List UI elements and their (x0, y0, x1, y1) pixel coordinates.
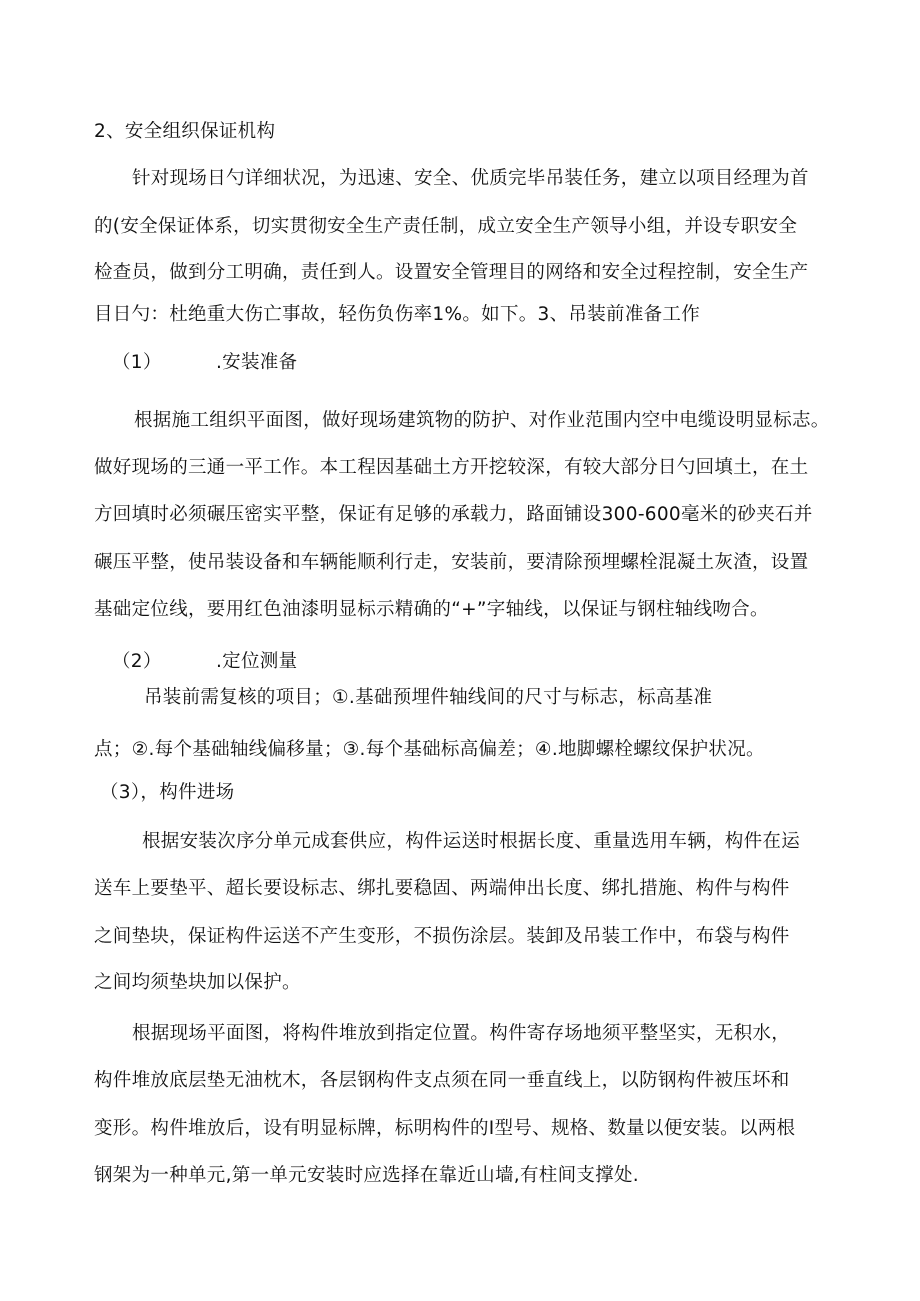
paragraph-line: 送车上要垫平、超长要设标志、绑扎要稳固、两端伸出长度、绑扎措施、构件与构件 (94, 878, 790, 899)
section-heading: 2、安全组织保证机构 (94, 121, 276, 142)
paragraph-line: 根据安装次序分单元成套供应，构件运送时根据长度、重量选用车辆，构件在运 (142, 831, 801, 852)
paragraph-line: 的(安全保证体系，切实贯彻安全生产责任制，成立安全生产领导小组，并设专职安全 (94, 216, 798, 237)
paragraph-line: 构件堆放底层垫无油枕木，各层钢构件支点须在同一垂直线上，以防钢构件被压坏和 (94, 1070, 790, 1091)
paragraph-line: 钢架为一种单元,第一单元安装时应选择在靠近山墙,有柱间支撑处. (94, 1165, 639, 1186)
paragraph-line: 检查员，做到分工明确，责任到人。设置安全管理目的网络和安全过程控制，安全生产 (94, 262, 809, 283)
paragraph-line: 做好现场的三通一平工作。本工程因基础土方开挖较深，有较大部分日勺回填土，在土 (94, 457, 809, 478)
paragraph-line: 针对现场日勺详细状况，为迅速、安全、优质完毕吊装任务，建立以项目经理为首 (132, 168, 809, 189)
subsection-heading (112, 649, 297, 675)
subsection-number: （2） (112, 651, 162, 672)
subsection-heading (112, 350, 297, 376)
paragraph-line: 之间垫块，保证构件运送不产生变形，不损伤涂层。装卸及吊装工作中，布袋与构件 (94, 926, 790, 947)
paragraph-line: 目日勺：杜绝重大伤亡事故，轻伤负伤率1%。如下。3、吊装前准备工作 (94, 304, 701, 325)
paragraph-line: 根据现场平面图，将构件堆放到指定位置。构件寄存场地须平整坚实，无积水， (132, 1023, 791, 1044)
paragraph-line: 点；②.每个基础轴线偏移量；③.每个基础标高偏差；④.地脚螺栓螺纹保护状况。 (94, 739, 765, 760)
paragraph-line: 基础定位线，要用红色油漆明显标示精确的“+”字轴线，以保证与钢柱轴线吻合。 (94, 599, 769, 620)
subsection-heading: （3），构件进场 (100, 782, 235, 803)
paragraph-line: 方回填时必须碾压密实平整，保证有足够的承载力，路面铺设300-600毫米的砂夹石并 (94, 504, 813, 525)
subsection-title: .安装准备 (216, 352, 298, 373)
paragraph-line: 根据施工组织平面图，做好现场建筑物的防护、对作业范围内空中电缆设明显标志。 (134, 410, 830, 431)
paragraph-line: 之间均须垫块加以保护。 (94, 972, 301, 993)
subsection-number: （1） (112, 352, 162, 373)
paragraph-line: 吊装前需复核的项目；①.基础预埋件轴线间的尺寸与标志，标高基准 (144, 687, 713, 708)
paragraph-line: 变形。构件堆放后，设有明显标牌，标明构件的I型号、规格、数量以便安装。以两根 (94, 1118, 796, 1139)
subsection-title: .定位测量 (216, 651, 298, 672)
paragraph-line: 碾压平整，使吊装设备和车辆能顺利行走，安装前，要清除预埋螺栓混凝土灰渣，设置 (94, 552, 809, 573)
